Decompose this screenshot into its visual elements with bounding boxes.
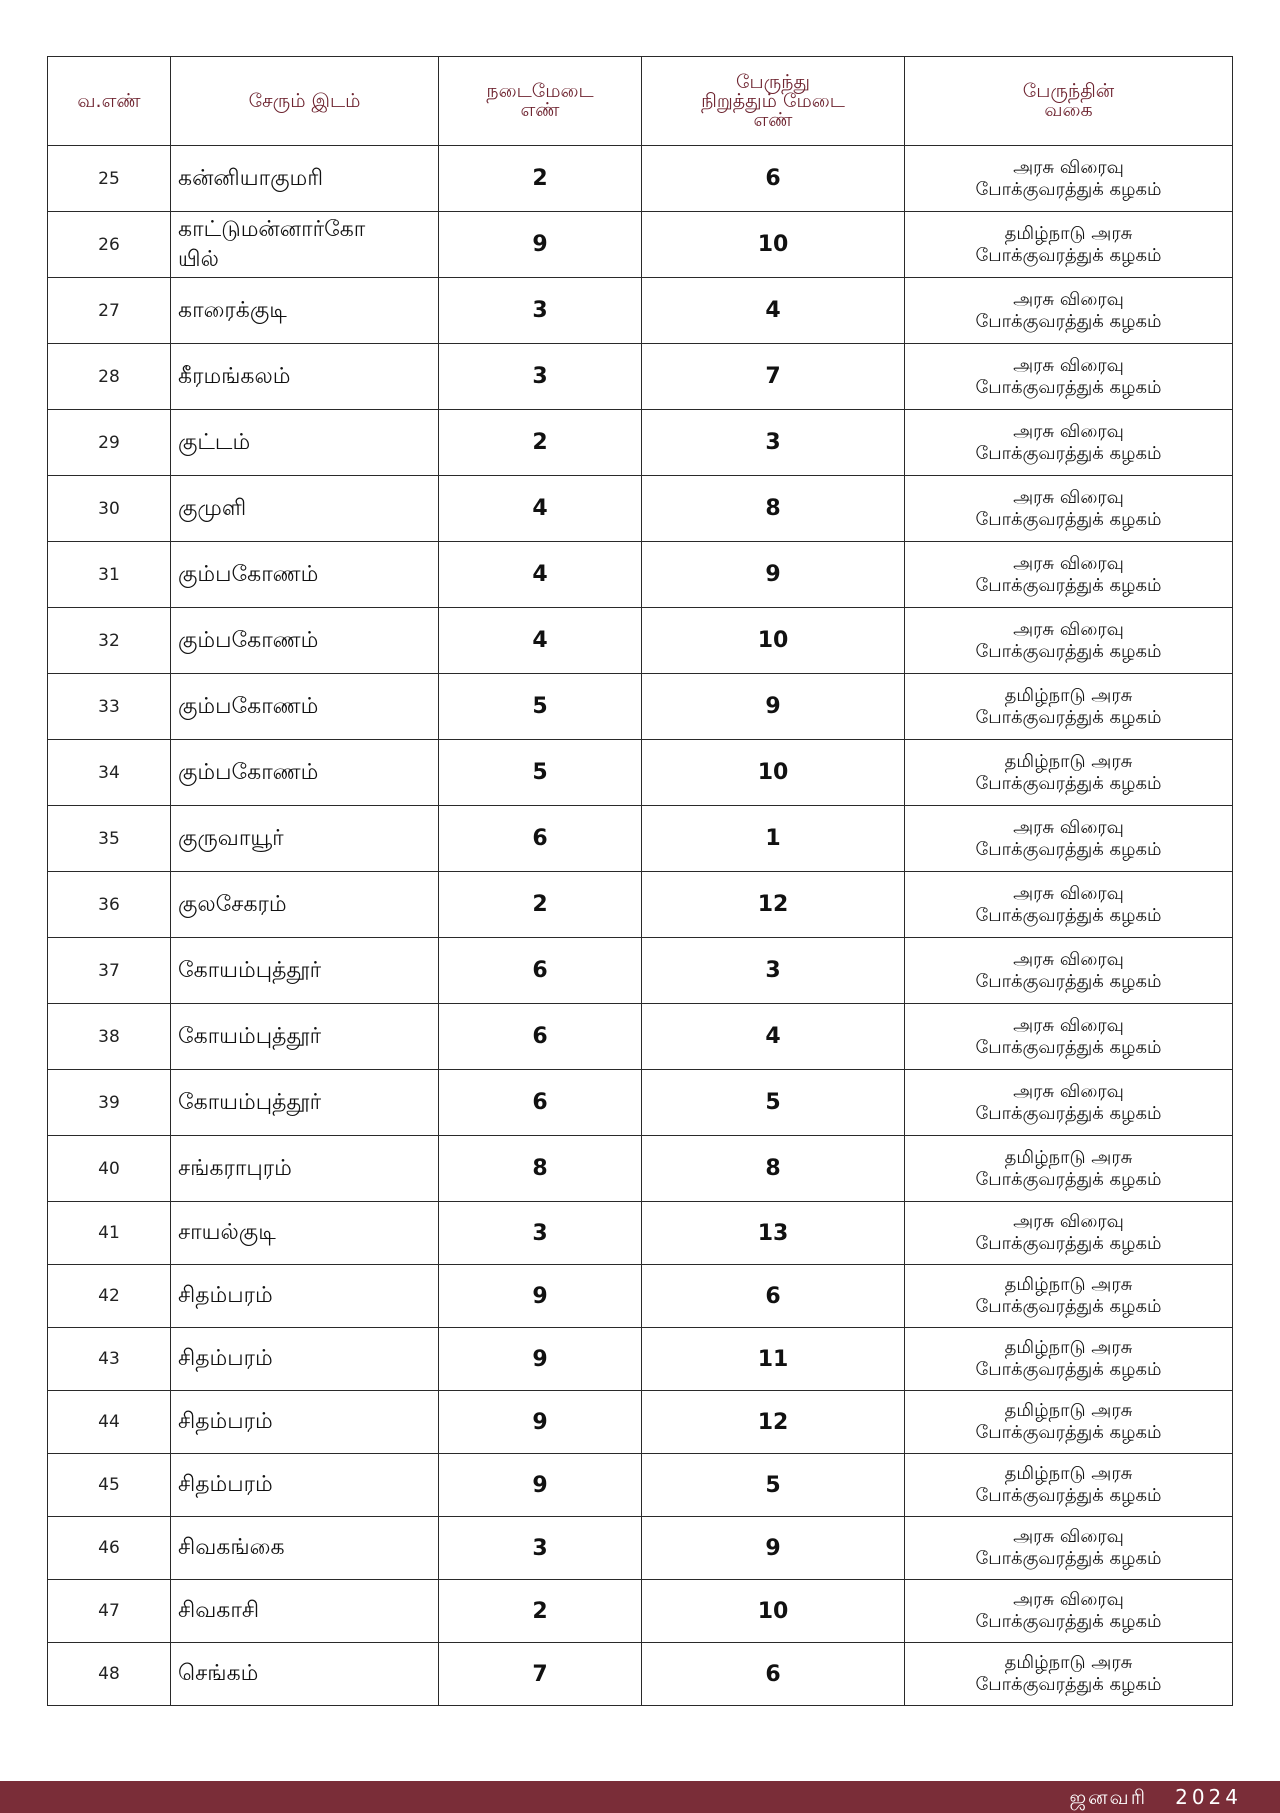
table-row (48, 674, 1233, 740)
header-platform: நடைமேடை எண் (439, 57, 642, 146)
cell-sno: 26 (48, 212, 171, 278)
cell-bus-type: அரசு விரைவு போக்குவரத்துக் கழகம் (905, 344, 1233, 410)
cell-bay: 8 (642, 476, 905, 542)
cell-bus-type: அரசு விரைவு போக்குவரத்துக் கழகம் (905, 278, 1233, 344)
cell-destination: கன்னியாகுமரி (171, 146, 439, 212)
cell-bay: 11 (642, 1328, 905, 1391)
cell-bus-type: தமிழ்நாடு அரசு போக்குவரத்துக் கழகம் (905, 1643, 1233, 1706)
cell-bus-type: தமிழ்நாடு அரசு போக்குவரத்துக் கழகம் (905, 740, 1233, 806)
cell-sno: 43 (48, 1328, 171, 1391)
cell-platform: 5 (439, 740, 642, 806)
cell-sno: 31 (48, 542, 171, 608)
cell-bus-type: அரசு விரைவு போக்குவரத்துக் கழகம் (905, 1070, 1233, 1136)
cell-bus-type: தமிழ்நாடு அரசு போக்குவரத்துக் கழகம் (905, 1265, 1233, 1328)
cell-destination: கோயம்புத்தூர் (171, 1070, 439, 1136)
cell-bus-type: தமிழ்நாடு அரசு போக்குவரத்துக் கழகம் (905, 1454, 1233, 1517)
cell-bay: 6 (642, 1643, 905, 1706)
cell-bus-type: தமிழ்நாடு அரசு போக்குவரத்துக் கழகம் (905, 212, 1233, 278)
table-row (48, 1070, 1233, 1136)
cell-platform: 6 (439, 1004, 642, 1070)
cell-destination: குலசேகரம் (171, 872, 439, 938)
cell-bay: 8 (642, 1136, 905, 1202)
cell-destination: கும்பகோணம் (171, 674, 439, 740)
table-row (48, 344, 1233, 410)
cell-destination: கும்பகோணம் (171, 740, 439, 806)
cell-destination: குமுளி (171, 476, 439, 542)
cell-bus-type: தமிழ்நாடு அரசு போக்குவரத்துக் கழகம் (905, 1136, 1233, 1202)
cell-bay: 9 (642, 674, 905, 740)
header-bay: பேருந்து நிறுத்தும் மேடை எண் (642, 57, 905, 146)
cell-sno: 36 (48, 872, 171, 938)
cell-platform: 9 (439, 1328, 642, 1391)
cell-platform: 3 (439, 278, 642, 344)
cell-destination: சிதம்பரம் (171, 1391, 439, 1454)
footer-year: 2024 (1175, 1785, 1242, 1809)
cell-platform: 9 (439, 1265, 642, 1328)
cell-destination: கும்பகோணம் (171, 542, 439, 608)
cell-bay: 10 (642, 1580, 905, 1643)
header-row (48, 57, 1233, 146)
cell-bay: 3 (642, 410, 905, 476)
cell-destination: கோயம்புத்தூர் (171, 938, 439, 1004)
table-row (48, 1328, 1233, 1391)
cell-platform: 2 (439, 410, 642, 476)
cell-sno: 30 (48, 476, 171, 542)
cell-destination: சிதம்பரம் (171, 1454, 439, 1517)
cell-bus-type: அரசு விரைவு போக்குவரத்துக் கழகம் (905, 806, 1233, 872)
cell-platform: 2 (439, 146, 642, 212)
table-row (48, 410, 1233, 476)
cell-platform: 3 (439, 1202, 642, 1265)
table-row (48, 542, 1233, 608)
header-bus-type: பேருந்தின் வகை (905, 57, 1233, 146)
cell-sno: 34 (48, 740, 171, 806)
cell-destination: சாயல்குடி (171, 1202, 439, 1265)
cell-bay: 4 (642, 278, 905, 344)
table-row (48, 1580, 1233, 1643)
footer-bar (0, 1781, 1280, 1813)
cell-destination: செங்கம் (171, 1643, 439, 1706)
cell-sno: 41 (48, 1202, 171, 1265)
cell-sno: 42 (48, 1265, 171, 1328)
cell-sno: 40 (48, 1136, 171, 1202)
cell-destination: காட்டுமன்னார்கோ யில் (171, 212, 439, 278)
cell-bay: 9 (642, 1517, 905, 1580)
table-row (48, 1391, 1233, 1454)
cell-destination: சங்கராபுரம் (171, 1136, 439, 1202)
cell-sno: 47 (48, 1580, 171, 1643)
cell-bus-type: அரசு விரைவு போக்குவரத்துக் கழகம் (905, 542, 1233, 608)
cell-platform: 3 (439, 344, 642, 410)
cell-bay: 12 (642, 872, 905, 938)
table-row (48, 1517, 1233, 1580)
cell-sno: 28 (48, 344, 171, 410)
cell-sno: 39 (48, 1070, 171, 1136)
table-header (48, 57, 1233, 146)
cell-sno: 32 (48, 608, 171, 674)
cell-platform: 9 (439, 1391, 642, 1454)
cell-bus-type: அரசு விரைவு போக்குவரத்துக் கழகம் (905, 1517, 1233, 1580)
cell-platform: 9 (439, 1454, 642, 1517)
cell-bus-type: அரசு விரைவு போக்குவரத்துக் கழகம் (905, 1004, 1233, 1070)
cell-destination: சிவகாசி (171, 1580, 439, 1643)
cell-sno: 35 (48, 806, 171, 872)
cell-platform: 5 (439, 674, 642, 740)
table-body (48, 146, 1233, 1706)
cell-bay: 5 (642, 1070, 905, 1136)
cell-bus-type: அரசு விரைவு போக்குவரத்துக் கழகம் (905, 410, 1233, 476)
cell-platform: 6 (439, 938, 642, 1004)
cell-bay: 6 (642, 1265, 905, 1328)
cell-platform: 4 (439, 476, 642, 542)
cell-bus-type: தமிழ்நாடு அரசு போக்குவரத்துக் கழகம் (905, 1391, 1233, 1454)
cell-sno: 33 (48, 674, 171, 740)
cell-sno: 27 (48, 278, 171, 344)
table-row (48, 806, 1233, 872)
cell-bus-type: தமிழ்நாடு அரசு போக்குவரத்துக் கழகம் (905, 1328, 1233, 1391)
table-row (48, 1202, 1233, 1265)
footer-month: ஜனவரி (1069, 1785, 1148, 1809)
cell-sno: 25 (48, 146, 171, 212)
cell-bay: 13 (642, 1202, 905, 1265)
cell-bus-type: அரசு விரைவு போக்குவரத்துக் கழகம் (905, 146, 1233, 212)
cell-sno: 46 (48, 1517, 171, 1580)
cell-sno: 38 (48, 1004, 171, 1070)
cell-bus-type: அரசு விரைவு போக்குவரத்துக் கழகம் (905, 608, 1233, 674)
table-row (48, 476, 1233, 542)
cell-bay: 10 (642, 740, 905, 806)
cell-bay: 4 (642, 1004, 905, 1070)
table-row (48, 146, 1233, 212)
cell-bay: 5 (642, 1454, 905, 1517)
cell-bay: 7 (642, 344, 905, 410)
table-row (48, 872, 1233, 938)
table-row (48, 938, 1233, 1004)
cell-bay: 12 (642, 1391, 905, 1454)
table-row (48, 1004, 1233, 1070)
cell-bay: 6 (642, 146, 905, 212)
cell-sno: 44 (48, 1391, 171, 1454)
cell-bay: 1 (642, 806, 905, 872)
cell-destination: கோயம்புத்தூர் (171, 1004, 439, 1070)
footer-date (1069, 1785, 1242, 1812)
cell-platform: 6 (439, 806, 642, 872)
cell-destination: சிதம்பரம் (171, 1265, 439, 1328)
cell-bay: 3 (642, 938, 905, 1004)
cell-destination: குருவாயூர் (171, 806, 439, 872)
table-row (48, 1265, 1233, 1328)
cell-platform: 4 (439, 608, 642, 674)
cell-bus-type: அரசு விரைவு போக்குவரத்துக் கழகம் (905, 476, 1233, 542)
cell-destination: கும்பகோணம் (171, 608, 439, 674)
header-destination: சேரும் இடம் (171, 57, 439, 146)
cell-platform: 2 (439, 1580, 642, 1643)
cell-platform: 6 (439, 1070, 642, 1136)
cell-sno: 45 (48, 1454, 171, 1517)
cell-bus-type: அரசு விரைவு போக்குவரத்துக் கழகம் (905, 938, 1233, 1004)
table-row (48, 608, 1233, 674)
cell-platform: 9 (439, 212, 642, 278)
cell-bus-type: அரசு விரைவு போக்குவரத்துக் கழகம் (905, 1580, 1233, 1643)
cell-sno: 37 (48, 938, 171, 1004)
cell-platform: 8 (439, 1136, 642, 1202)
cell-destination: கீரமங்கலம் (171, 344, 439, 410)
header-sno: வ.எண் (48, 57, 171, 146)
cell-bay: 10 (642, 212, 905, 278)
bus-schedule-table (47, 56, 1233, 1706)
table-row (48, 1136, 1233, 1202)
cell-destination: சிதம்பரம் (171, 1328, 439, 1391)
cell-bus-type: அரசு விரைவு போக்குவரத்துக் கழகம் (905, 1202, 1233, 1265)
cell-bus-type: தமிழ்நாடு அரசு போக்குவரத்துக் கழகம் (905, 674, 1233, 740)
cell-destination: குட்டம் (171, 410, 439, 476)
cell-sno: 29 (48, 410, 171, 476)
cell-destination: சிவகங்கை (171, 1517, 439, 1580)
cell-destination: காரைக்குடி (171, 278, 439, 344)
cell-bay: 9 (642, 542, 905, 608)
cell-bus-type: அரசு விரைவு போக்குவரத்துக் கழகம் (905, 872, 1233, 938)
table-row (48, 212, 1233, 278)
cell-platform: 7 (439, 1643, 642, 1706)
cell-sno: 48 (48, 1643, 171, 1706)
cell-platform: 3 (439, 1517, 642, 1580)
cell-bay: 10 (642, 608, 905, 674)
table-row (48, 1643, 1233, 1706)
table-row (48, 1454, 1233, 1517)
table-row (48, 740, 1233, 806)
cell-platform: 4 (439, 542, 642, 608)
cell-platform: 2 (439, 872, 642, 938)
table-row (48, 278, 1233, 344)
